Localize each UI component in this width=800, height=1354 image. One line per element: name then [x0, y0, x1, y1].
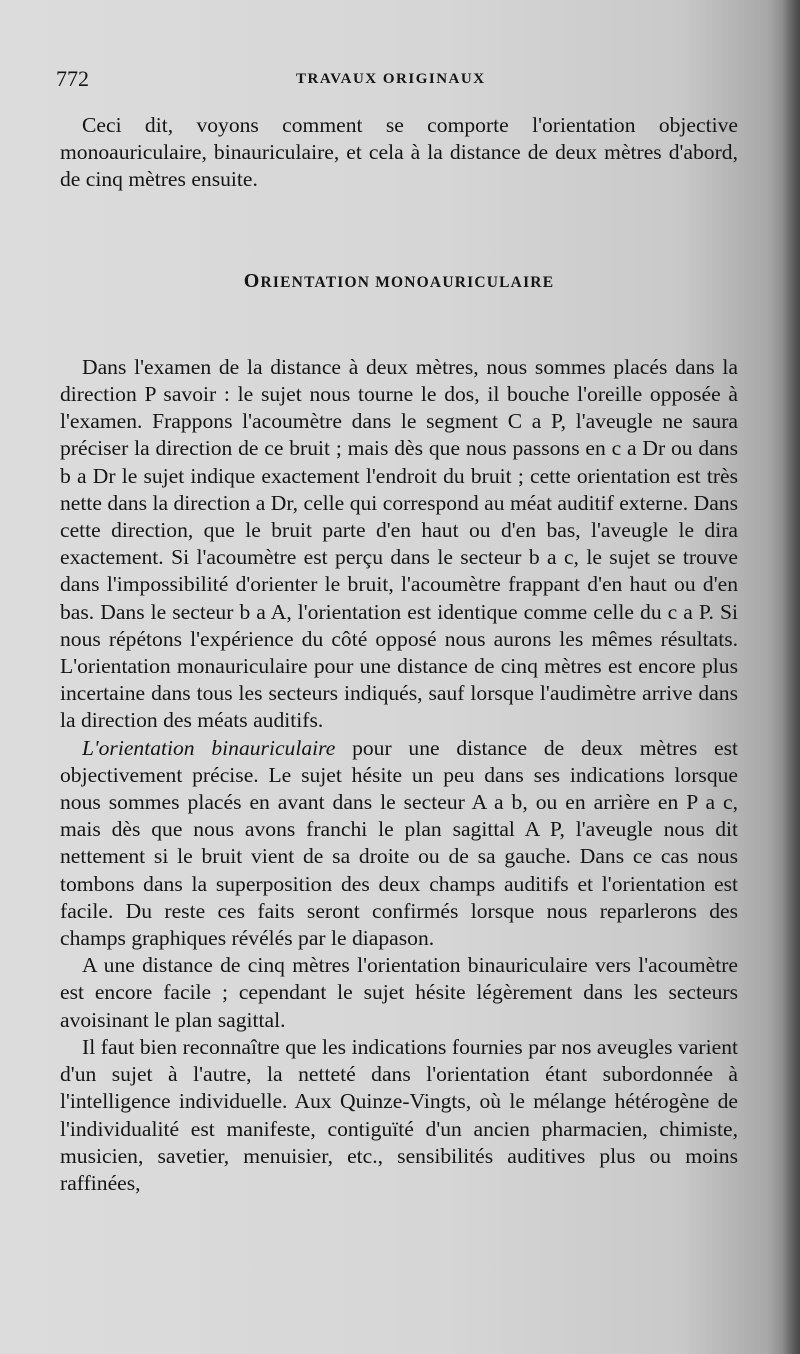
- section-heading-initial: O: [243, 269, 261, 292]
- paragraph-monoauriculaire: Dans l'examen de la distance à deux mètres, nous sommes placés dans la direction P savoir : le sujet nous tourne le dos, il bouche l'oreille opposée à l'examen. Frappons l'acoumètre dans le segment C a P, l'aveugle ne saura préciser la direction de ce bruit ; mais dès que nous passons en c a Dr ou dans b a Dr le sujet indique exactement l'endroit du bruit ; cette orientation est très nette dans la direction a Dr, celle qui correspond au méat auditif externe. Dans cette direction, que le bruit parte d'en haut ou d'en bas, l'aveugle le dira exactement. Si l'acoumètre est perçu dans le secteur b a c, le sujet se trouve dans l'impossibilité d'orienter le bruit, l'acoumètre frappant d'en haut ou d'en bas. Dans le secteur b a A, l'orientation est identique comme celle du c a P. Si nous répétons l'expérience du côté opposé nous aurons les mêmes résultats. L'orientation monauriculaire pour une distance de cinq mètres est encore plus incertaine dans tous les secteurs indiqués, sauf lorsque l'audimètre arrive dans la direction des méats auditifs.: [60, 354, 738, 733]
- section-heading-rest: RIENTATION MONOAURICULAIRE: [260, 273, 555, 291]
- intro-paragraph: Ceci dit, voyons comment se comporte l'orientation objective monoauriculaire, binauriculaire, et cela à la distance de deux mètres d'abord, de cinq mètres ensuite.: [60, 113, 738, 192]
- paragraph-indications: Il faut bien reconnaître que les indications fournies par nos aveugles varient d'un sujet à l'autre, la netteté dans l'orientation étant subordonnée à l'intelligence individuelle. Aux Quinze-Vingts, où le mélange hétérogène de l'individualité est manifeste, contiguïté d'un ancien pharmacien, chimiste, musicien, savetier, menuisier, etc., sensibilités auditives plus ou moins raffinées,: [60, 1034, 738, 1195]
- paragraph-cinq-metres: A une distance de cinq mètres l'orientation binauriculaire vers l'acoumètre est encore facile ; cependant le sujet hésite légèrement dans les secteurs avoisinant le plan sagittal.: [60, 953, 738, 1032]
- page-header: [56, 66, 680, 96]
- paragraph-binauriculaire-text: pour une distance de deux mètres est objectivement précise. Le sujet hésite un peu dans ses indications lorsque nous sommes placés en avant dans le secteur A a b, ou en arrière en P a c, mais dès que nous avons franchi le plan sagittal A P, l'aveugle nous dit nettement si le bruit vient de sa droite ou de sa gauche. Dans ce cas nous tombons dans la superposition des deux champs auditifs et l'orientation est facile. Du reste ces faits seront confirmés lorsque nous reparlerons des champs graphiques révélés par le diapason.: [60, 735, 739, 951]
- paragraph-binauriculaire: [60, 735, 738, 953]
- scan-shadow-edge: [782, 0, 800, 1354]
- section-heading: [60, 268, 738, 296]
- paragraph-binauriculaire-italic: L'orientation binauriculaire: [82, 735, 336, 760]
- page-number: 772: [56, 66, 89, 91]
- running-title: TRAVAUX ORIGINAUX: [296, 71, 486, 87]
- page-body: [60, 112, 738, 1197]
